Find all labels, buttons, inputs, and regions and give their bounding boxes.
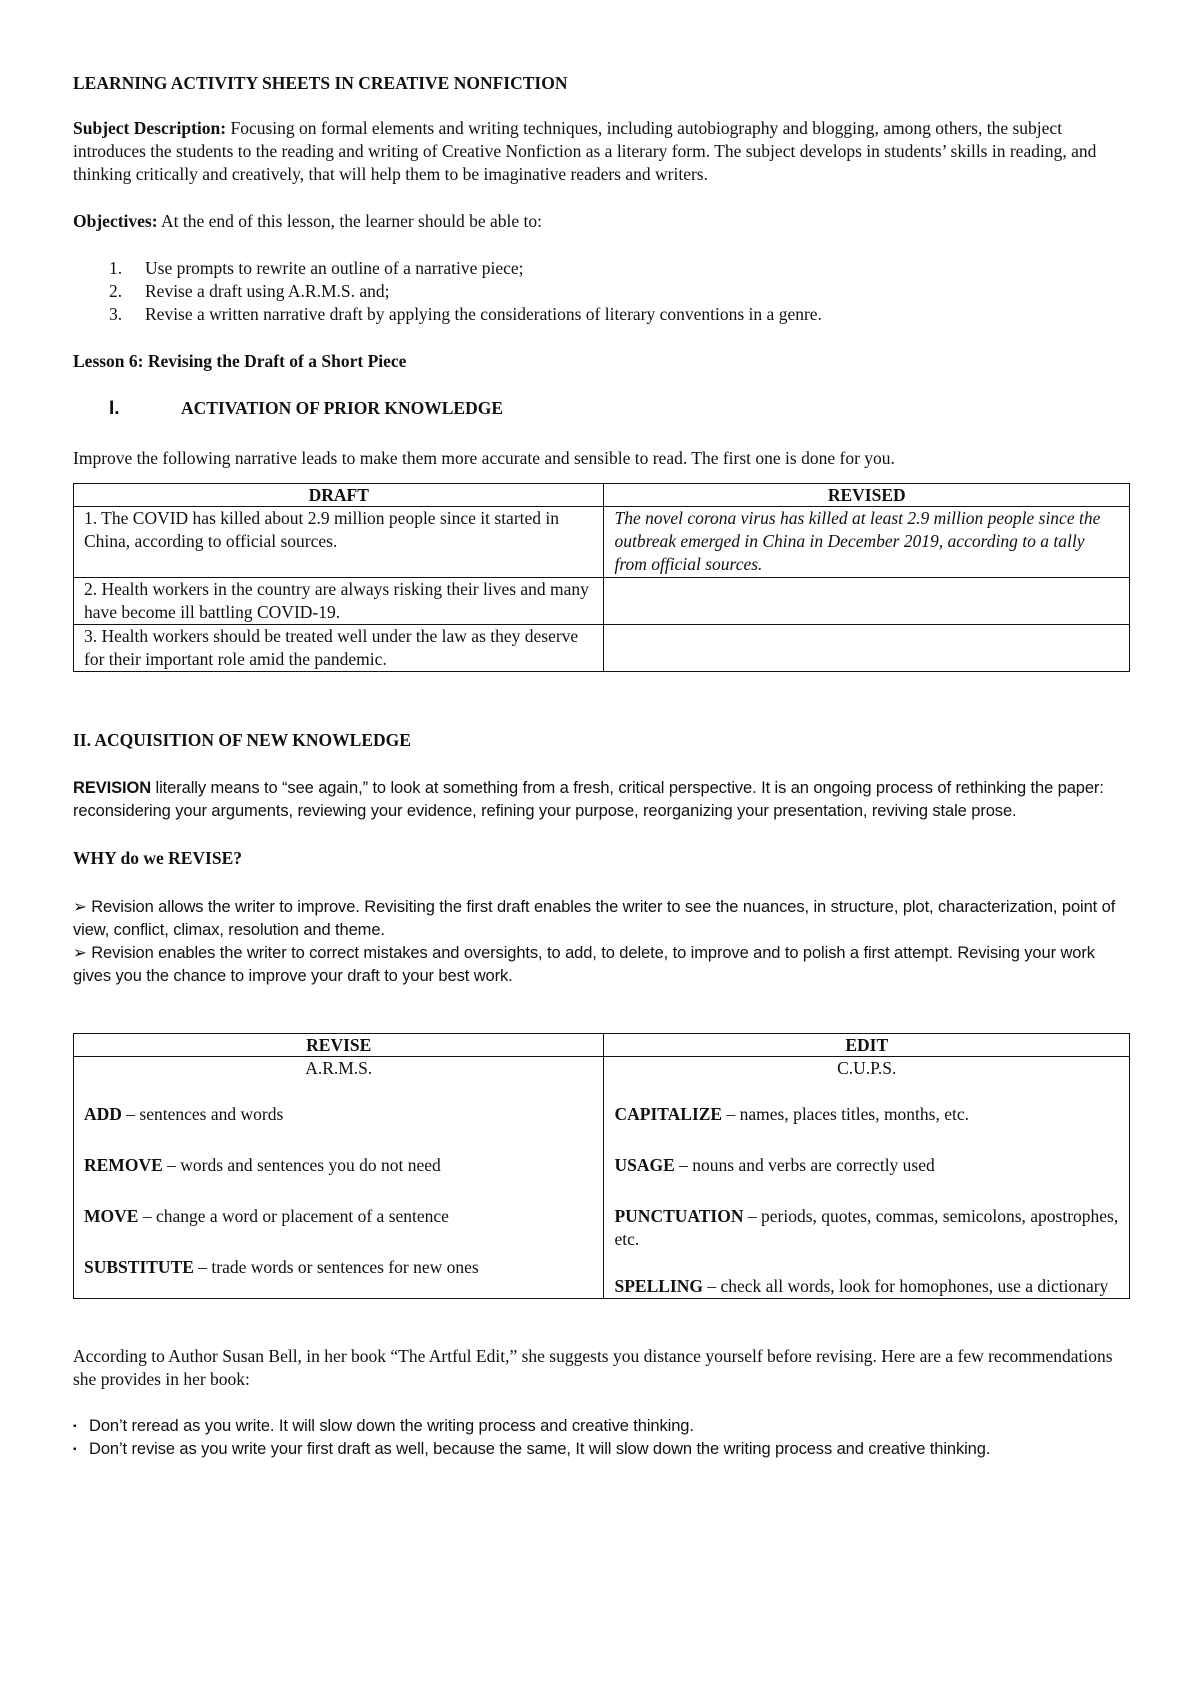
arms-term: MOVE: [84, 1206, 139, 1226]
revise-cell: [74, 1057, 604, 1299]
arms-desc: – change a word or placement of a sentence: [138, 1206, 449, 1226]
cups-desc: – check all words, look for homophones, use a dictionary: [702, 1276, 1109, 1296]
section1-title: ACTIVATION OF PRIOR KNOWLEDGE: [181, 398, 504, 418]
objectives-list: [73, 257, 1128, 326]
cups-entry: [614, 1103, 1119, 1126]
arms-term: REMOVE: [84, 1155, 163, 1175]
objective-number: 2.: [109, 281, 123, 301]
reason-text: Revision enables the writer to correct mistakes and oversights, to add, to delete, to improve and to polish a first attempt. Revising your work gives you the chance to improve your draft to your best work.: [73, 944, 1095, 985]
revise-edit-table: [73, 1033, 1130, 1299]
edit-header: EDIT: [604, 1034, 1130, 1057]
reason-text: Revision allows the writer to improve. Revisiting the first draft enables the writer to see the nuances, in structure, plot, characterization, point of view, conflict, climax, resolution and theme.: [73, 898, 1116, 939]
cups-term: SPELLING: [614, 1276, 703, 1296]
edit-cell: [604, 1057, 1130, 1299]
cups-entry: [614, 1154, 1119, 1177]
objective-item: [73, 303, 1128, 326]
arms-entry: [84, 1154, 593, 1177]
cups-entry: [614, 1205, 1119, 1251]
recommendation-item: [73, 1438, 1128, 1461]
arms-entry: [84, 1205, 593, 1228]
cups-desc: – nouns and verbs are correctly used: [674, 1155, 935, 1175]
arms-desc: – words and sentences you do not need: [162, 1155, 441, 1175]
arms-term: ADD: [84, 1104, 122, 1124]
subject-label: Subject Description:: [73, 118, 227, 138]
objective-number: 3.: [109, 304, 123, 324]
recommendation-text: Don’t reread as you write. It will slow down the writing process and creative thinking.: [89, 1417, 694, 1435]
objectives-label: Objectives:: [73, 211, 158, 231]
cups-desc: – names, places titles, months, etc.: [722, 1104, 969, 1124]
table-header-row: [74, 1034, 1130, 1057]
recommendation-text: Don’t revise as you write your first draft as well, because the same, It will slow down the writing process and creative thinking.: [89, 1440, 991, 1458]
section1-roman: I.: [109, 398, 120, 419]
arrow-icon: ➢: [73, 944, 87, 962]
recommendation-item: [73, 1415, 1128, 1438]
draft-revised-table: [73, 483, 1130, 672]
section1-instructions: Improve the following narrative leads to make them more accurate and sensible to read. The first one is done for you.: [73, 448, 895, 468]
reason-item: [73, 942, 1128, 988]
cups-term: CAPITALIZE: [614, 1104, 723, 1124]
arms-entry: [84, 1256, 593, 1279]
lesson-title: Lesson 6: Revising the Draft of a Short Piece: [73, 351, 407, 371]
arrow-icon: ➢: [73, 898, 87, 916]
objective-item: [73, 280, 1128, 303]
arms-label: A.R.M.S.: [305, 1058, 373, 1078]
table-row: [74, 625, 1130, 672]
objective-text: Revise a written narrative draft by applying the considerations of literary conventions in a genre.: [145, 304, 822, 324]
arms-desc: – sentences and words: [121, 1104, 284, 1124]
subject-text: Focusing on formal elements and writing techniques, including autobiography and blogging, among others, the subject introduces the students to the reading and writing of Creative Nonfiction as a literary form. The subject develops in students’ skills in reading, and thinking critically and creatively, that will help them to be imaginative readers and writers.: [73, 118, 1097, 184]
draft-cell: 2. Health workers in the country are always risking their lives and many have become ill battling COVID-19.: [74, 578, 604, 625]
objectives-intro-text: At the end of this lesson, the learner should be able to:: [157, 211, 542, 231]
document-title: LEARNING ACTIVITY SHEETS IN CREATIVE NONFICTION: [73, 73, 568, 93]
revision-text: literally means to “see again,” to look at something from a fresh, critical perspective. It is an ongoing process of rethinking the paper: reconsidering your arguments, reviewing your evidence, refining your purpose, reorganizing your presentation, reviving stale prose.: [73, 779, 1104, 820]
cups-term: USAGE: [614, 1155, 675, 1175]
revised-header: REVISED: [604, 484, 1130, 507]
section1-heading: [73, 397, 1128, 420]
arms-entry: [84, 1103, 593, 1126]
draft-cell: 3. Health workers should be treated well under the law as they deserve for their important role amid the pandemic.: [74, 625, 604, 672]
recommendations-list: [73, 1415, 1128, 1461]
draft-cell: 1. The COVID has killed about 2.9 million people since it started in China, according to official sources.: [74, 507, 604, 578]
section2-heading: II. ACQUISITION OF NEW KNOWLEDGE: [73, 730, 411, 750]
objective-text: Revise a draft using A.R.M.S. and;: [145, 281, 390, 301]
revised-cell: The novel corona virus has killed at least 2.9 million people since the outbreak emerged in China in December 2019, according to a tally from official sources.: [604, 507, 1130, 578]
table-row: [74, 1057, 1130, 1299]
cups-entry: [614, 1275, 1119, 1298]
revised-cell-empty[interactable]: [604, 578, 1130, 625]
revision-term: REVISION: [73, 779, 152, 797]
draft-header: DRAFT: [74, 484, 604, 507]
objectives-intro: [73, 210, 1128, 233]
cups-label: C.U.P.S.: [837, 1058, 897, 1078]
bullet-icon: ▪: [73, 1444, 77, 1455]
cups-term: PUNCTUATION: [614, 1206, 744, 1226]
reason-item: [73, 896, 1128, 942]
subject-description: [73, 117, 1128, 186]
table-header-row: [74, 484, 1130, 507]
objective-number: 1.: [109, 258, 123, 278]
revised-cell-empty[interactable]: [604, 625, 1130, 672]
table-row: [74, 507, 1130, 578]
susan-bell-intro: According to Author Susan Bell, in her book “The Artful Edit,” she suggests you distance yourself before revising. Here are a few recommendations she provides in her book:: [73, 1346, 1113, 1389]
objective-item: [73, 257, 1128, 280]
revision-definition: [73, 777, 1128, 823]
why-heading: WHY do we REVISE?: [73, 848, 243, 868]
arms-desc: – trade words or sentences for new ones: [193, 1257, 479, 1277]
bullet-icon: ▪: [73, 1421, 77, 1432]
revise-header: REVISE: [74, 1034, 604, 1057]
objective-text: Use prompts to rewrite an outline of a narrative piece;: [145, 258, 524, 278]
cups-desc: – periods, quotes, commas, semicolons, apostrophes, etc.: [614, 1206, 1119, 1249]
arms-term: SUBSTITUTE: [84, 1257, 194, 1277]
table-row: [74, 578, 1130, 625]
